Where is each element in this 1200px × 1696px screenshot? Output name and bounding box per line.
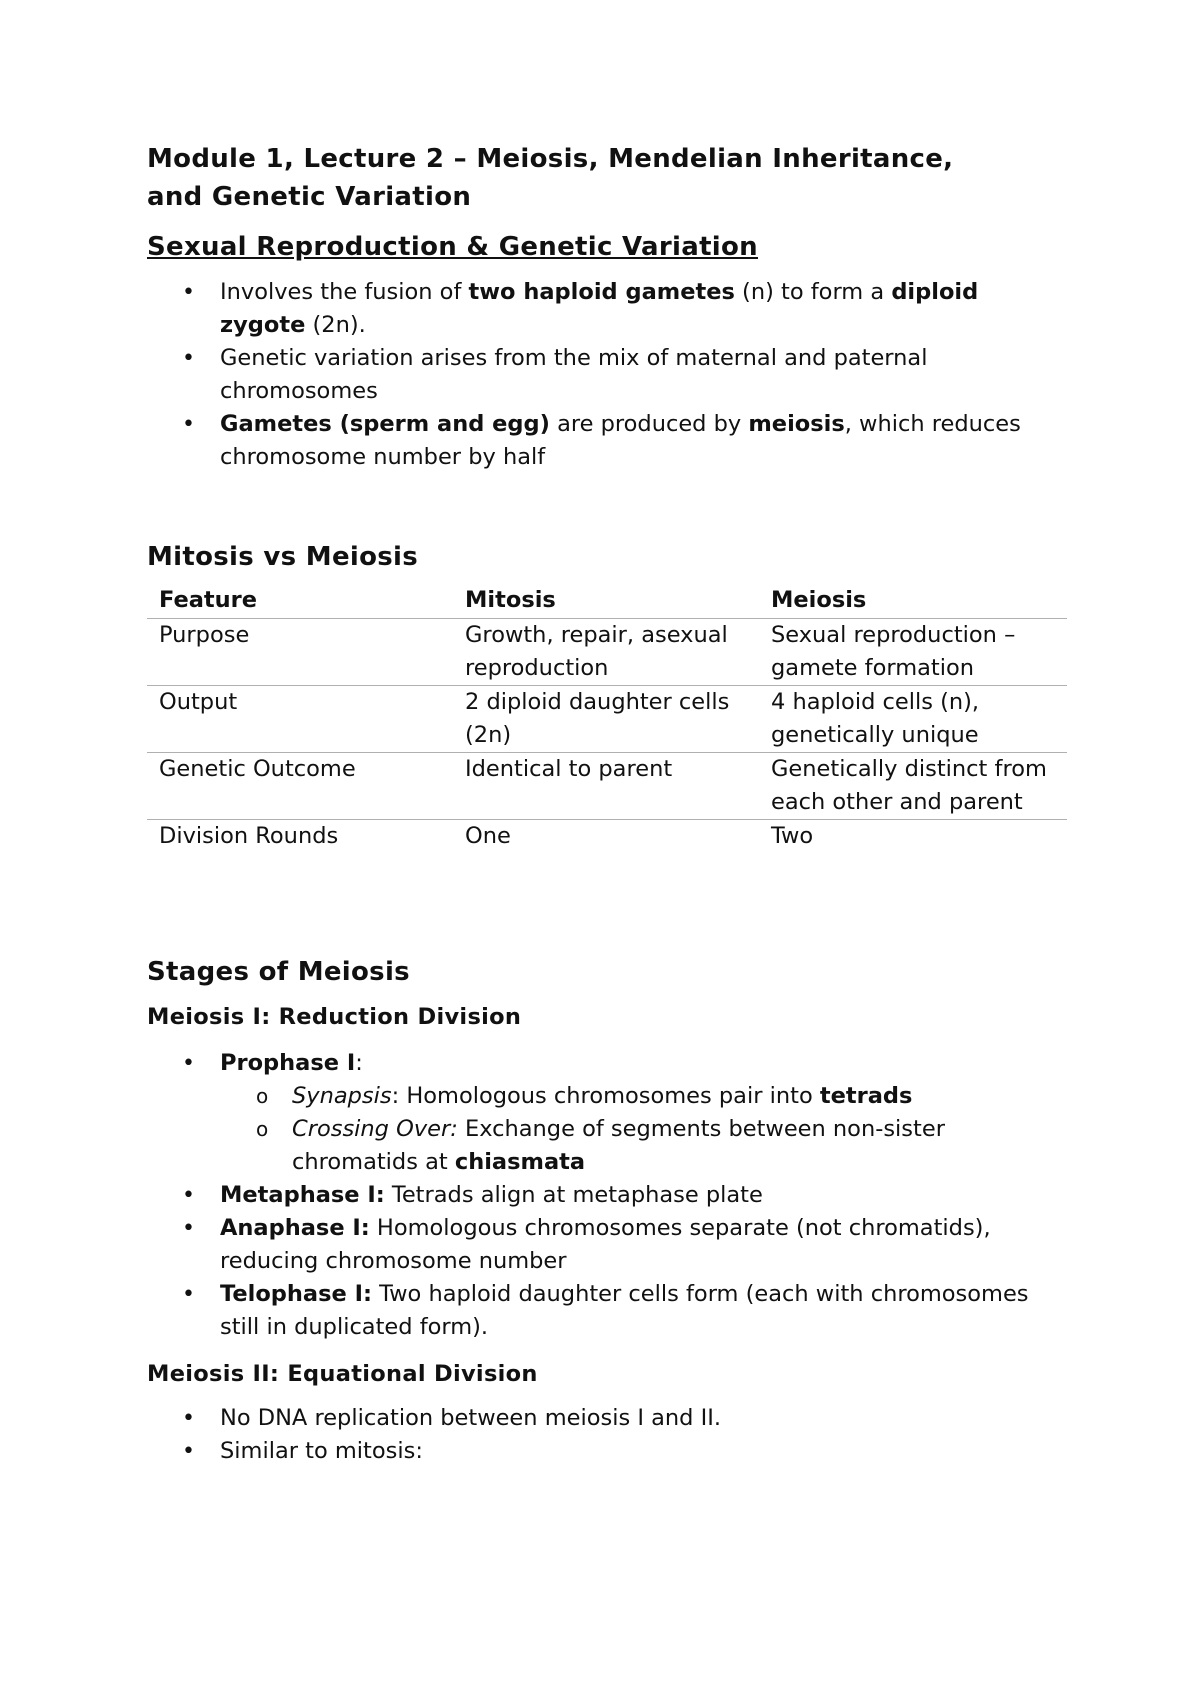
heading-sexual-reproduction: Sexual Reproduction & Genetic Variation [147, 232, 758, 262]
table-row [147, 820, 1067, 854]
meiosis-1-list [147, 1047, 1067, 1344]
list-item: • Anaphase I: Homologous chromosomes separate (not chromatids), reducing chromosome number [147, 1212, 1067, 1278]
list-item: • Gametes (sperm and egg) are produced by meiosis, which reduces chromosome number by half [147, 408, 1067, 474]
table-cell: Output [147, 686, 453, 753]
table-cell: 4 haploid cells (n), genetically unique [759, 686, 1067, 753]
document-page [147, 140, 1067, 1468]
table-cell: 2 diploid daughter cells (2n) [453, 686, 759, 753]
title-line-1: Module 1, Lecture 2 – Meiosis, Mendelian Inheritance, [147, 144, 954, 174]
sub-list-item: o Crossing Over: Exchange of segments between non-sister chromatids at chiasmata [220, 1113, 1067, 1179]
prophase-sublist [220, 1080, 1067, 1179]
column-header: Meiosis [759, 584, 1067, 619]
column-header: Feature [147, 584, 453, 619]
list-item: • Genetic variation arises from the mix of maternal and paternal chromosomes [147, 342, 1067, 408]
heading-meiosis-1: Meiosis I: Reduction Division [147, 1004, 522, 1030]
table-cell: One [465, 823, 511, 849]
document-title [147, 140, 1067, 216]
table-cell: Genetic Outcome [147, 753, 453, 820]
heading-mitosis-vs-meiosis: Mitosis vs Meiosis [147, 542, 419, 572]
list-item: • Similar to mitosis: [147, 1435, 1067, 1468]
sub-list-item: o Synapsis: Homologous chromosomes pair into tetrads [220, 1080, 1067, 1113]
table-row [147, 753, 1067, 820]
list-item: • Telophase I: Two haploid daughter cells form (each with chromosomes still in duplicated form). [147, 1278, 1067, 1344]
list-item: • Metaphase I: Tetrads align at metaphase plate [147, 1179, 1067, 1212]
column-header: Mitosis [453, 584, 759, 619]
table-cell: Division Rounds [159, 823, 339, 849]
comparison-table [147, 584, 1067, 853]
table-cell: Sexual reproduction – gamete formation [759, 619, 1067, 686]
sexual-reproduction-list [147, 276, 1067, 474]
table-header-row [147, 584, 1067, 619]
table-row [147, 686, 1067, 753]
heading-stages-of-meiosis: Stages of Meiosis [147, 957, 410, 987]
table-cell: Identical to parent [453, 753, 759, 820]
table-cell: Genetically distinct from each other and parent [759, 753, 1067, 820]
list-item: • No DNA replication between meiosis I and II. [147, 1402, 1067, 1435]
table-cell: Growth, repair, asexual reproduction [453, 619, 759, 686]
heading-meiosis-2: Meiosis II: Equational Division [147, 1361, 538, 1387]
list-item: • Prophase I: o Synapsis: Homologous chromosomes pair into tetrads o Crossing Over: Exchange of segments between non-sister chromatids at chiasmata [147, 1047, 1067, 1179]
table-cell: Purpose [147, 619, 453, 686]
meiosis-2-list [147, 1402, 1067, 1468]
list-item: • Involves the fusion of two haploid gametes (n) to form a diploid zygote (2n). [147, 276, 1067, 342]
title-line-2: and Genetic Variation [147, 182, 472, 212]
table-row [147, 619, 1067, 686]
table-cell: Two [771, 823, 814, 849]
